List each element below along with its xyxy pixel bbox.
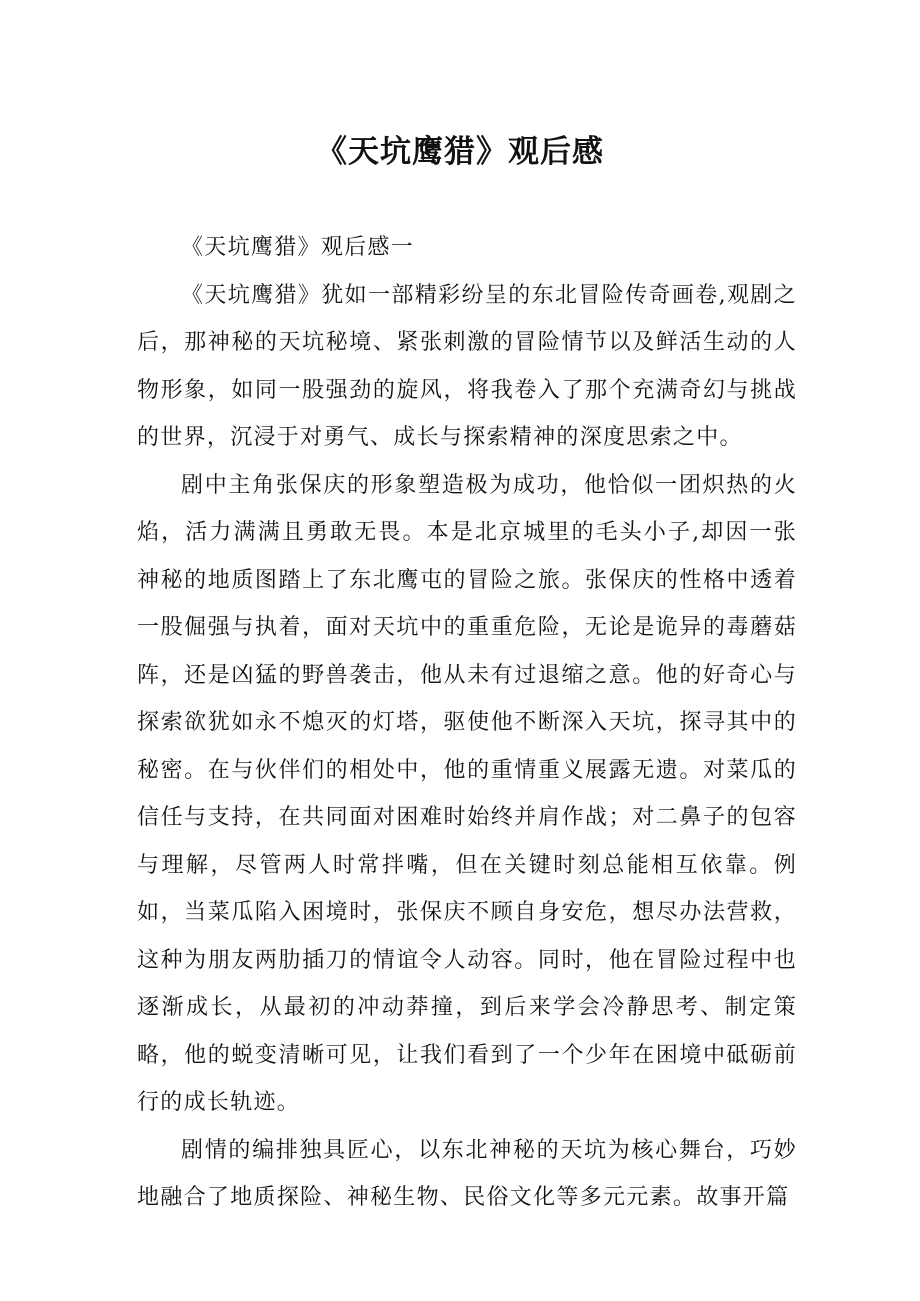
paragraph-protagonist: 剧中主角张保庆的形象塑造极为成功，他恰似一团炽热的火焰，活力满满且勇敢无畏。本是北京城里的毛头小子,却因一张神秘的地质图踏上了东北鹰屯的冒险之旅。张保庆的性格中透着一股倔强与执着，面对天坑中的重重危险，无论是诡异的毒蘑菇阵，还是凶猛的野兽袭击，他从未有过退缩之意。他的好奇心与探索欲犹如永不熄灭的灯塔，驱使他不断深入天坑，探寻其中的秘密。在与伙伴们的相处中，他的重情重义展露无遗。对菜瓜的信任与支持，在共同面对困难时始终并肩作战；对二鼻子的包容与理解，尽管两人时常拌嘴，但在关键时刻总能相互依靠。例如，当菜瓜陷入困境时，张保庆不顾自身安危，想尽办法营救，这种为朋友两肋插刀的情谊令人动容。同时，他在冒险过程中也逐渐成长，从最初的冲动莽撞，到后来学会冷静思考、制定策略，他的蜕变清晰可见，让我们看到了一个少年在困境中砥砺前行的成长轨迹。 — [137, 472, 797, 1115]
paragraph-intro: 《天坑鹰猎》犹如一部精彩纷呈的东北冒险传奇画卷,观剧之后，那神秘的天坑秘境、紧张刺激的冒险情节以及鲜活生动的人物形象，如同一股强劲的旋风，将我卷入了那个充满奇幻与挑战的世界，沉浸于对勇气、成长与探索精神的深度思索之中。 — [137, 282, 797, 450]
paragraph-plot: 剧情的编排独具匠心，以东北神秘的天坑为核心舞台，巧妙地融合了地质探险、神秘生物、民俗文化等多元元素。故事开篇 — [137, 1137, 797, 1210]
document-body — [137, 224, 797, 1222]
section-heading: 《天坑鹰猎》观后感一 — [181, 235, 415, 260]
document-title: 《天坑鹰猎》观后感 — [316, 134, 604, 170]
